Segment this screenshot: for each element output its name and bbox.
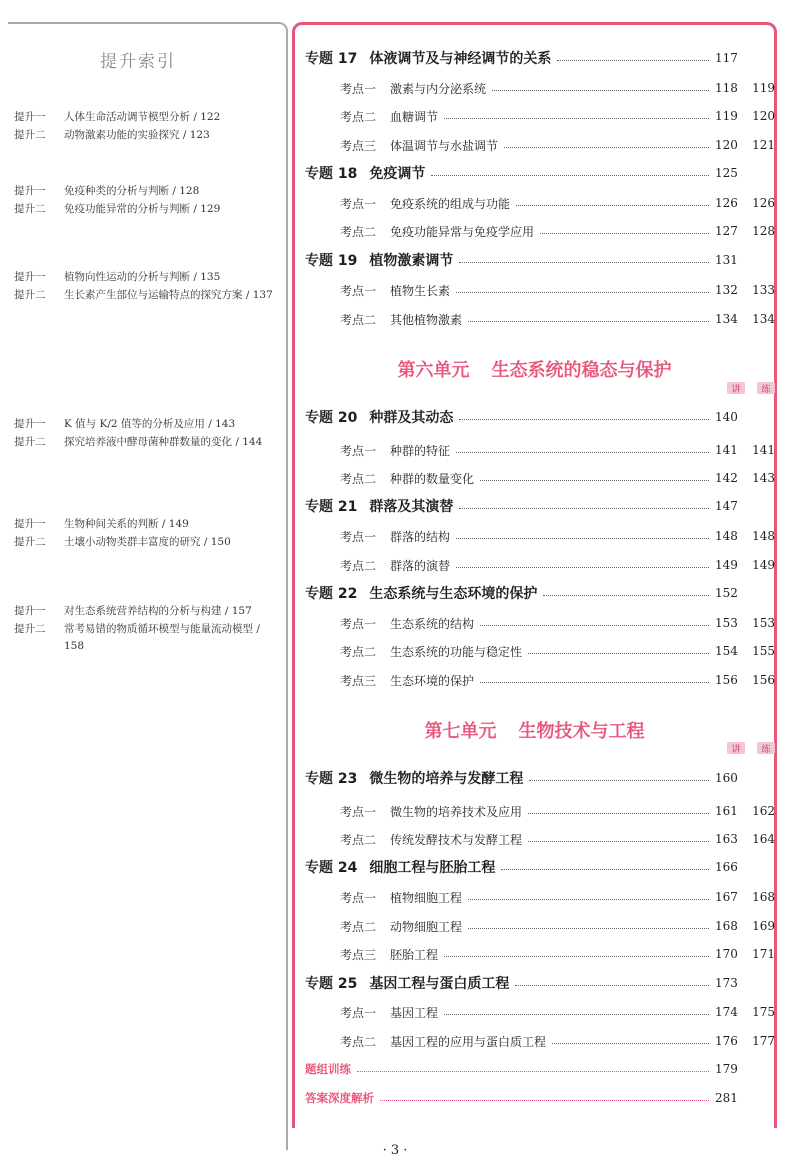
point-row[interactable]: 考点二 种群的数量变化 142 143 xyxy=(340,471,775,486)
left-title: 提升索引 xyxy=(100,52,176,72)
unit-heading: 第六单元 生态系统的稳态与保护 xyxy=(397,360,672,381)
point-row[interactable]: 考点二 传统发酵技术与发酵工程 163 164 xyxy=(340,832,775,847)
topic-row[interactable]: 专题 20 种群及其动态 140 xyxy=(305,410,738,426)
point-row[interactable]: 考点二 免疫功能异常与免疫学应用 127 128 xyxy=(340,224,775,239)
point-row[interactable]: 考点二 动物细胞工程 168 169 xyxy=(340,919,775,934)
point-row[interactable]: 考点一 免疫系统的组成与功能 126 126 xyxy=(340,196,775,211)
topic-row[interactable]: 专题 23 微生物的培养与发酵工程 160 xyxy=(305,771,738,787)
topic-row[interactable]: 专题 17 体液调节及与神经调节的关系 117 xyxy=(305,51,738,67)
tag-lecture: 讲 xyxy=(727,382,745,394)
extra-row-practice[interactable]: 题组训练 179 xyxy=(305,1062,738,1076)
topic-row[interactable]: 专题 24 细胞工程与胚胎工程 166 xyxy=(305,860,738,876)
tag-practice: 练 xyxy=(757,742,775,754)
point-row[interactable]: 考点三 生态环境的保护 156 156 xyxy=(340,673,775,688)
point-row[interactable]: 考点二 群落的演替 149 149 xyxy=(340,558,775,573)
point-row[interactable]: 考点二 基因工程的应用与蛋白质工程 176 177 xyxy=(340,1034,775,1049)
point-row[interactable]: 考点一 群落的结构 148 148 xyxy=(340,529,775,544)
point-row[interactable]: 考点一 基因工程 174 175 xyxy=(340,1005,775,1020)
topic-row[interactable]: 专题 22 生态系统与生态环境的保护 152 xyxy=(305,586,738,602)
point-row[interactable]: 考点一 植物细胞工程 167 168 xyxy=(340,890,775,905)
tag-practice: 练 xyxy=(757,382,775,394)
unit-tags xyxy=(727,742,775,754)
point-row[interactable]: 考点三 体温调节与水盐调节 120 121 xyxy=(340,138,775,153)
topic-row[interactable]: 专题 19 植物激素调节 131 xyxy=(305,253,738,269)
unit-tags xyxy=(727,382,775,394)
point-row[interactable]: 考点一 植物生长素 132 133 xyxy=(340,283,775,298)
tag-lecture: 讲 xyxy=(727,742,745,754)
extra-row-answers[interactable]: 答案深度解析 281 xyxy=(305,1091,738,1105)
topic-row[interactable]: 专题 25 基因工程与蛋白质工程 173 xyxy=(305,976,738,992)
topic-row[interactable]: 专题 18 免疫调节 125 xyxy=(305,166,738,182)
unit-heading: 第七单元 生物技术与工程 xyxy=(424,721,645,742)
point-row[interactable]: 考点二 血糖调节 119 120 xyxy=(340,109,775,124)
point-row[interactable]: 考点一 生态系统的结构 153 153 xyxy=(340,616,775,631)
topic-row[interactable]: 专题 21 群落及其演替 147 xyxy=(305,499,738,515)
point-row[interactable]: 考点三 胚胎工程 170 171 xyxy=(340,947,775,962)
point-row[interactable]: 考点一 激素与内分泌系统 118 119 xyxy=(340,81,775,96)
point-row[interactable]: 考点一 微生物的培养技术及应用 161 162 xyxy=(340,804,775,819)
point-row[interactable]: 考点一 种群的特征 141 141 xyxy=(340,443,775,458)
point-row[interactable]: 考点二 生态系统的功能与稳定性 154 155 xyxy=(340,644,775,659)
point-row[interactable]: 考点二 其他植物激素 134 134 xyxy=(340,312,775,327)
page-number: · 3 · xyxy=(382,1143,408,1158)
